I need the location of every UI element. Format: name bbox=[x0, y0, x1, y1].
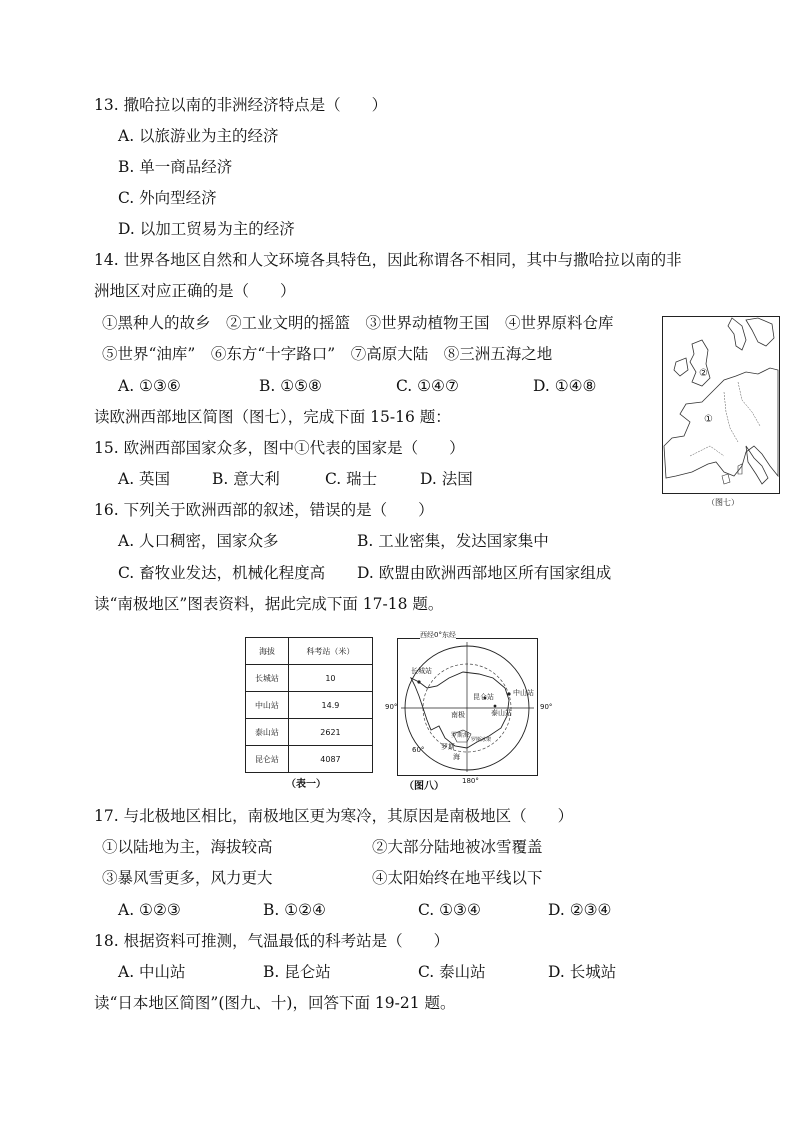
q18-option-b: B. 昆仑站 bbox=[263, 963, 331, 981]
table-header-cell: 海拔 bbox=[246, 638, 289, 665]
q13-option-c: C. 外向型经济 bbox=[118, 189, 217, 207]
q14-option-b: B. ①⑤⑧ bbox=[259, 377, 322, 395]
figure-8-antarctica-map bbox=[397, 638, 538, 776]
q18-stem: 18. 根据资料可推测，气温最低的科考站是（ ） bbox=[94, 932, 450, 950]
table-cell: 昆仑站 bbox=[246, 746, 289, 773]
table-cell: 10 bbox=[288, 665, 372, 692]
intro-17-18: 读“南极地区”图表资料，据此完成下面 17-18 题。 bbox=[94, 595, 444, 613]
label-south-pole: 南极 bbox=[451, 711, 465, 719]
table-row bbox=[246, 692, 373, 719]
q16-option-b: B. 工业密集，发达国家集中 bbox=[357, 532, 549, 550]
q17-stem: 17. 与北极地区相比，南极地区更为寒冷，其原因是南极地区（ ） bbox=[94, 807, 574, 825]
q14-option-c: C. ①④⑦ bbox=[396, 377, 459, 395]
q14-stem-line2: 洲地区对应正确的是（ ） bbox=[94, 282, 296, 300]
figure-7-label-2: ② bbox=[699, 368, 708, 379]
q17-option-c: C. ①③④ bbox=[418, 901, 481, 919]
q14-option-a: A. ①③⑥ bbox=[118, 377, 181, 395]
table-1-stations bbox=[245, 637, 373, 773]
q14-option-d: D. ①④⑧ bbox=[533, 377, 597, 395]
q13-option-a: A. 以旅游业为主的经济 bbox=[118, 127, 279, 145]
q18-option-c: C. 泰山站 bbox=[418, 963, 486, 981]
q13-stem: 13. 撒哈拉以南的非洲经济特点是（ ） bbox=[94, 96, 388, 114]
q17-option-a: A. ①②③ bbox=[118, 901, 181, 919]
q14-items-line2: ⑤世界“油库” ⑥东方“十字路口” ⑦高原大陆 ⑧三洲五海之地 bbox=[102, 345, 553, 363]
q16-option-a: A. 人口稠密，国家众多 bbox=[118, 532, 279, 550]
q16-stem: 16. 下列关于欧洲西部的叙述，错误的是（ ） bbox=[94, 501, 434, 519]
table-header-row bbox=[246, 638, 373, 665]
label-zhongshan-station: 中山站 bbox=[513, 689, 534, 697]
figure-8-top-label: 西经0°东经 bbox=[420, 631, 456, 639]
q15-option-d: D. 法国 bbox=[420, 470, 473, 488]
label-sea: 海 bbox=[453, 753, 460, 761]
figure-7-caption: （图七） bbox=[707, 498, 739, 507]
q15-option-b: B. 意大利 bbox=[212, 470, 280, 488]
q17-item-4: ④太阳始终在地平线以下 bbox=[372, 869, 543, 887]
q13-option-b: B. 单一商品经济 bbox=[118, 158, 233, 176]
table-cell: 14.9 bbox=[288, 692, 372, 719]
q15-option-c: C. 瑞士 bbox=[325, 470, 378, 488]
q16-option-c: C. 畜牧业发达，机械化程度高 bbox=[118, 564, 326, 582]
table-cell: 4087 bbox=[288, 746, 372, 773]
q15-option-a: A. 英国 bbox=[118, 470, 171, 488]
label-ross: 罗斯 bbox=[441, 743, 455, 751]
q13-option-d: D. 以加工贸易为主的经济 bbox=[118, 220, 295, 238]
label-kunlun-station: 昆仑站 bbox=[473, 693, 494, 701]
table-cell: 长城站 bbox=[246, 665, 289, 692]
label-ross-sea: 罗斯海 bbox=[451, 732, 470, 739]
q16-option-d: D. 欧盟由欧洲西部地区所有国家组成 bbox=[357, 564, 612, 582]
q17-item-1: ①以陆地为主，海拔较高 bbox=[102, 838, 273, 856]
table-cell: 中山站 bbox=[246, 692, 289, 719]
q18-option-d: D. 长城站 bbox=[548, 963, 617, 981]
figure-8-left-label: 90° bbox=[385, 703, 398, 711]
label-changcheng-station: 长城站 bbox=[411, 667, 432, 675]
figure-8-right-label: 90° bbox=[540, 703, 553, 711]
table-row bbox=[246, 665, 373, 692]
table-header-cell: 科考站（米） bbox=[288, 638, 372, 665]
q17-item-2: ②大部分陆地被冰雪覆盖 bbox=[372, 838, 543, 856]
table-row bbox=[246, 746, 373, 773]
q18-option-a: A. 中山站 bbox=[118, 963, 186, 981]
q17-option-b: B. ①②④ bbox=[263, 901, 326, 919]
figure-8-caption: （图八） bbox=[404, 781, 444, 792]
table-cell: 泰山站 bbox=[246, 719, 289, 746]
q17-option-d: D. ②③④ bbox=[548, 901, 612, 919]
table-1-caption: （表一） bbox=[286, 779, 326, 790]
intro-19-21: 读“日本地区简图”(图九、十)，回答下面 19-21 题。 bbox=[94, 994, 456, 1012]
q15-stem: 15. 欧洲西部国家众多，图中①代表的国家是（ ） bbox=[94, 439, 465, 457]
q14-stem-line1: 14. 世界各地区自然和人文环境各具特色，因此称谓各不相同，其中与撒哈拉以南的非 bbox=[94, 251, 682, 269]
figure-8-bottom-label: 180° bbox=[462, 777, 479, 785]
label-taishan-station: 泰山站 bbox=[491, 709, 512, 717]
intro-15-16: 读欧洲西部地区简图（图七），完成下面 15-16 题： bbox=[94, 408, 451, 426]
q14-items-line1: ①黑种人的故乡 ②工业文明的摇篮 ③世界动植物王国 ④世界原料仓库 bbox=[102, 314, 614, 332]
table-row bbox=[246, 719, 373, 746]
q17-item-3: ③暴风雪更多，风力更大 bbox=[102, 869, 273, 887]
figure-7-europe-map bbox=[662, 316, 780, 494]
figure-8-60-label: 60° bbox=[412, 746, 425, 754]
table-cell: 2621 bbox=[288, 719, 372, 746]
figure-7-label-1: ① bbox=[704, 414, 713, 425]
label-ross-ice-shelf: 罗斯冰架 bbox=[471, 737, 492, 743]
